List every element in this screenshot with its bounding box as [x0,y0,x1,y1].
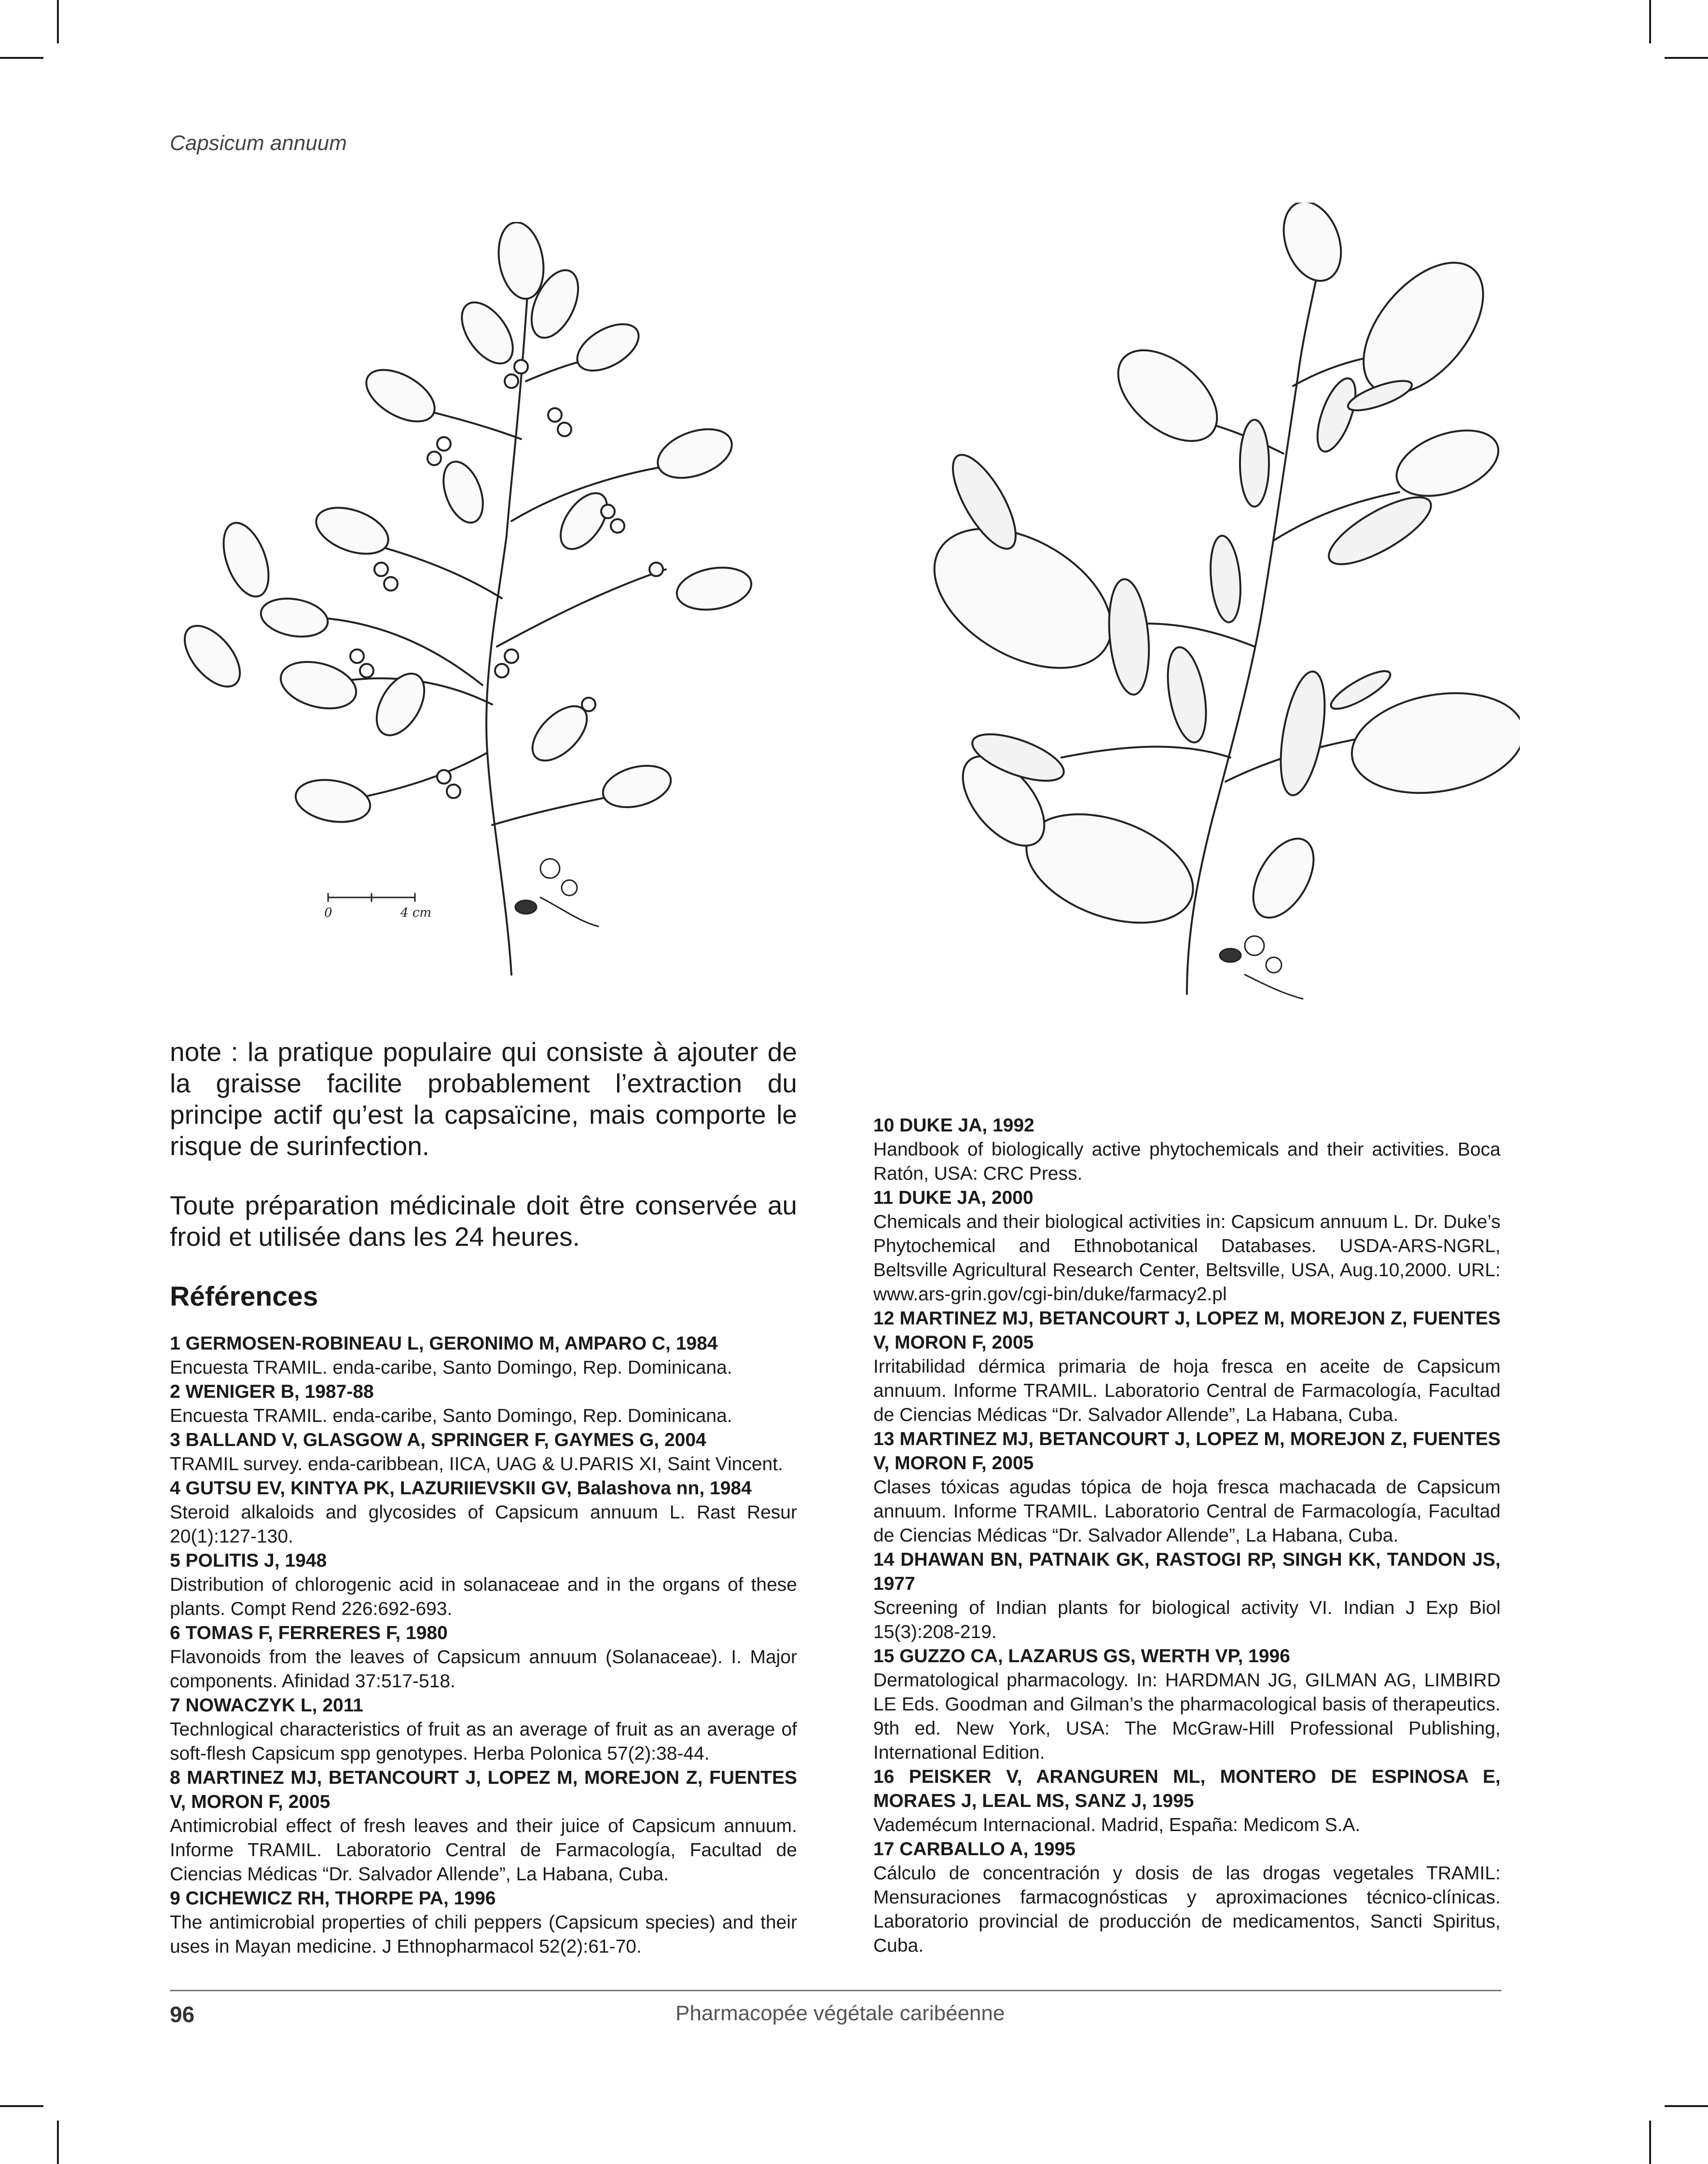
reference-head: 11 DUKE JA, 2000 [873,1187,1033,1208]
inset-plant-sketch [515,859,598,926]
crop-mark [1665,57,1708,59]
reference-body: Technlogical characteristics of fruit as an average of fruit as an average of soft-flesh Capsicum spp genotypes. Herba Polonica 57(2):38-44. [170,1719,797,1764]
reference-body: The antimicrobial properties of chili peppers (Capsicum species) and their uses in Mayan medicine. J Ethnopharmacol 52(2):61-70. [170,1912,797,1957]
right-column [873,1114,1501,1958]
reference-body: TRAMIL survey. enda-caribbean, IICA, UAG & U.PARIS XI, Saint Vincent. [170,1454,783,1475]
leaves [174,222,755,827]
reference-body: Clases tóxicas agudas tópica de hoja fresca machacada de Capsicum annuum. Informe TRAMIL. Laboratorio Central de Farmacología, Facultad de Ciencias Médicas “Dr. Salvador Allende”, La Habana, Cuba. [873,1477,1501,1546]
reference-body: Encuesta TRAMIL. enda-caribe, Santo Domingo, Rep. Dominicana. [170,1357,732,1378]
crop-mark [57,2121,59,2164]
footer-rule [170,1990,1501,1991]
scale-zero: 0 [324,906,332,920]
inset-plant-sketch [1220,936,1303,999]
reference-head: 6 TOMAS F, FERRERES F, 1980 [170,1623,448,1643]
reference-body: Chemicals and their biological activities in: Capsicum annuum L. Dr. Duke’s Phytochemical and Ethnobotanical Databases. USDA-ARS-NGRL, Beltsville Agricultural Research Center, Beltsville, USA, Aug.10,2000. URL: www.ars-grin.gov/cgi-bin/duke/farmacy2.pl [873,1212,1501,1305]
reference-body: Encuesta TRAMIL. enda-caribe, Santo Domingo, Rep. Dominicana. [170,1406,732,1426]
book-title: Pharmacopée végétale caribéenne [675,2001,1005,2025]
reference-head: 15 GUZZO CA, LAZARUS GS, WERTH VP, 1996 [873,1646,1290,1667]
crop-mark [0,57,43,59]
reference-head: 9 CICHEWICZ RH, THORPE PA, 1996 [170,1888,496,1909]
reference-head: 17 CARBALLO A, 1995 [873,1839,1076,1860]
reference-head: 4 GUTSU EV, KINTYA PK, LAZURIIEVSKII GV, Balashova nn, 1984 [170,1478,752,1499]
reference-head: 8 MARTINEZ MJ, BETANCOURT J, LOPEZ M, MOREJON Z, FUENTES V, MORON F, 2005 [170,1767,797,1812]
reference-body: Antimicrobial effect of fresh leaves and their juice of Capsicum annuum. Informe TRAMIL. Laboratorio Central de Farmacología, Facultad de Ciencias Médicas “Dr. Salvador Allende”, La Habana, Cuba. [170,1816,797,1885]
reference-body: Flavonoids from the leaves of Capsicum annuum (Solanaceae). I. Major components. Afinidad 37:517-518. [170,1647,797,1692]
reference-entry [873,1837,1501,1958]
running-head: Capsicum annuum [170,131,347,155]
reference-entry [170,1380,797,1428]
reference-head: 2 WENIGER B, 1987-88 [170,1381,374,1402]
crop-mark [1649,2121,1651,2164]
reference-body: Vademécum Internacional. Madrid, España: Medicom S.A. [873,1815,1361,1835]
page-number: 96 [170,2002,195,2027]
crop-mark [1649,0,1651,43]
reference-head: 16 PEISKER V, ARANGUREN ML, MONTERO DE ESPINOSA E, MORAES J, LEAL MS, SANZ J, 1995 [873,1766,1501,1811]
reference-head: 7 NOWACZYK L, 2011 [170,1695,363,1716]
reference-entry [170,1476,797,1549]
capsicum-branch-drawing-left [174,222,801,994]
reference-entry [170,1621,797,1694]
reference-head: 1 GERMOSEN-ROBINEAU L, GERONIMO M, AMPARO C, 1984 [170,1333,718,1354]
reference-body: Steroid alkaloids and glycosides of Capsicum annuum L. Rast Resur 20(1):127-130. [170,1502,797,1547]
reference-body: Distribution of chlorogenic acid in solanaceae and in the organs of these plants. Compt Rend 226:692-693. [170,1574,797,1619]
reference-entry [170,1332,797,1380]
reference-entry [170,1766,797,1887]
reference-entry [873,1186,1501,1307]
reference-body: Cálculo de concentración y dosis de las drogas vegetales TRAMIL: Mensuraciones farmacognósticas y aproximaciones técnico-clínicas. Laboratorio provincial de producción de medicamentos, Sancti Spiritus, Cuba. [873,1863,1501,1956]
reference-head: 10 DUKE JA, 1992 [873,1115,1034,1136]
reference-entry [873,1114,1501,1186]
reference-entry [170,1887,797,1959]
crop-mark [57,0,59,43]
reference-head: 13 MARTINEZ MJ, BETANCOURT J, LOPEZ M, MOREJON Z, FUENTES V, MORON F, 2005 [873,1429,1501,1474]
reference-head: 5 POLITIS J, 1948 [170,1550,327,1571]
reference-entry [873,1427,1501,1548]
reference-entry [873,1548,1501,1644]
crop-mark [1665,2105,1708,2107]
note-paragraph: note : la pratique populaire qui consiste à ajouter de la graisse facilite probablement l’extraction du principe actif qu’est la capsaïcine, mais comporte le risque de surinfection. [170,1037,797,1161]
reference-entry [873,1307,1501,1427]
reference-entry [170,1549,797,1621]
scale-bar [324,894,431,920]
reference-head: 12 MARTINEZ MJ, BETANCOURT J, LOPEZ M, MOREJON Z, FUENTES V, MORON F, 2005 [873,1308,1501,1353]
scale-label: 4 cm [400,906,432,920]
reference-body: Irritabilidad dérmica primaria de hoja fresca en aceite de Capsicum annuum. Informe TRAMIL. Laboratorio Central de Farmacología, Facultad de Ciencias Médicas “Dr. Salvador Allende”, La Habana, Cuba. [873,1356,1501,1425]
left-column [170,1036,797,1959]
reference-entry [170,1428,797,1476]
reference-head: 14 DHAWAN BN, PATNAIK GK, RASTOGI RP, SINGH KK, TANDON JS, 1977 [873,1549,1501,1594]
crop-mark [0,2105,43,2107]
references-heading: Références [170,1281,318,1312]
capsicum-branch-drawing-right [917,203,1520,1013]
reference-entry [873,1765,1501,1837]
reference-body: Screening of Indian plants for biological activity VI. Indian J Exp Biol 15(3):208-219. [873,1598,1501,1642]
reference-body: Dermatological pharmacology. In: HARDMAN JG, GILMAN AG, LIMBIRD LE Eds. Goodman and Gilman’s the pharmacological basis of therapeutics. 9th ed. New York, USA: The McGraw-Hill Professional Publishing, International Edition. [873,1670,1501,1763]
note-paragraph: Toute préparation médicinale doit être conservée au froid et utilisée dans les 24 heures. [170,1190,797,1252]
reference-entry [873,1644,1501,1765]
reference-body: Handbook of biologically active phytochemicals and their activities. Boca Ratón, USA: CRC Press. [873,1139,1501,1184]
reference-entry [170,1694,797,1766]
reference-head: 3 BALLAND V, GLASGOW A, SPRINGER F, GAYMES G, 2004 [170,1430,706,1450]
